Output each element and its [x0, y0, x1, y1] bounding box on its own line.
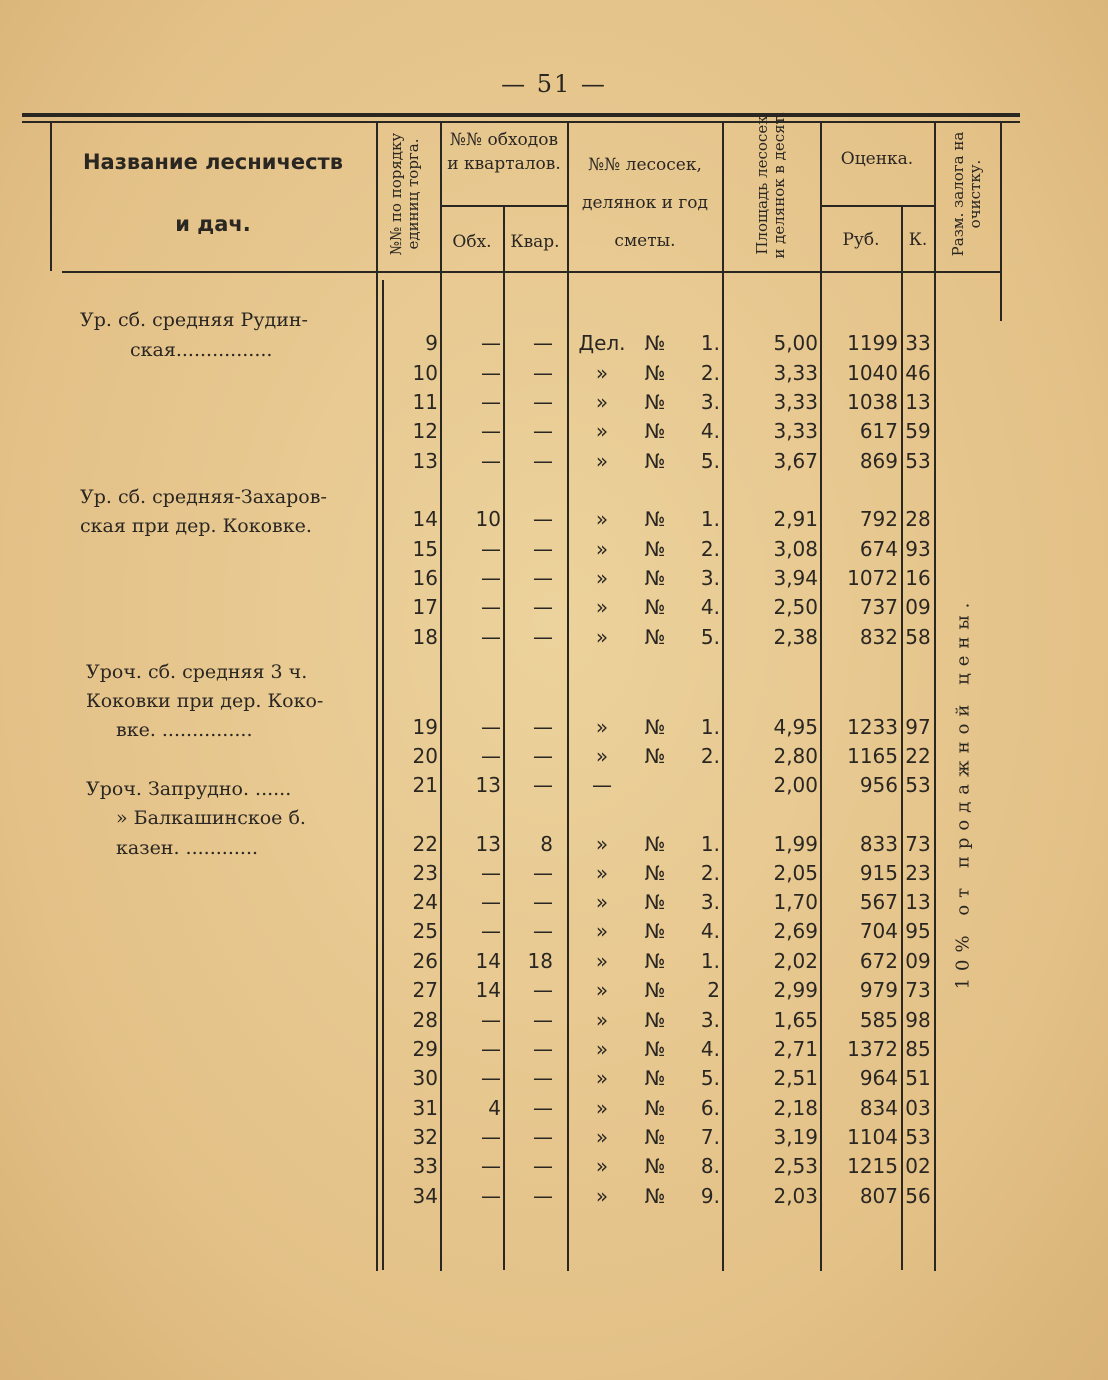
header-sub-rule: [820, 205, 934, 207]
cell-area: 2,69: [773, 919, 818, 943]
cell-num: 2.: [700, 361, 720, 385]
cell-n: 13: [412, 449, 438, 473]
header-bottom-rule: [62, 271, 1000, 273]
cell-n: 34: [412, 1184, 438, 1208]
cell-n: 29: [412, 1037, 438, 1061]
cell-area: 3,08: [773, 537, 818, 561]
cell-kop: 59: [905, 419, 931, 443]
cell-obh: —: [481, 566, 501, 590]
cell-area: 3,33: [773, 361, 818, 385]
cell-kvar: —: [533, 507, 553, 531]
col-line: [567, 121, 569, 1271]
cell-num: 5.: [700, 449, 720, 473]
cell-kvar: —: [533, 890, 553, 914]
cell-kop: 58: [905, 625, 931, 649]
cell-area: 3,94: [773, 566, 818, 590]
side-note-deposit: 10% от продажной цены.: [952, 595, 974, 990]
cell-num: 4.: [700, 419, 720, 443]
cell-kop: 98: [905, 1008, 931, 1032]
cell-sign: №: [644, 625, 666, 649]
cell-kop: 95: [905, 919, 931, 943]
cell-n: 12: [412, 419, 438, 443]
cell-kvar: —: [533, 390, 553, 414]
cell-kop: 13: [905, 890, 931, 914]
page-number: — 51 —: [501, 70, 607, 98]
col-line: [440, 121, 442, 1271]
cell-num: 9.: [700, 1184, 720, 1208]
cell-num: 3.: [700, 890, 720, 914]
cell-area: 3,33: [773, 419, 818, 443]
cell-area: 2,50: [773, 595, 818, 619]
cell-kop: 53: [905, 1125, 931, 1149]
cell-type: »: [595, 1066, 609, 1090]
cell-type: »: [595, 890, 609, 914]
cell-sign: №: [644, 978, 666, 1002]
cell-sign: №: [644, 449, 666, 473]
cell-num: 2: [707, 978, 720, 1002]
cell-n: 26: [412, 949, 438, 973]
cell-area: 2,80: [773, 744, 818, 768]
cell-rub: 956: [859, 773, 898, 797]
cell-area: 2,53: [773, 1154, 818, 1178]
cell-type: »: [595, 625, 609, 649]
cell-kvar: —: [533, 449, 553, 473]
cell-kop: 46: [905, 361, 931, 385]
cell-n: 17: [412, 595, 438, 619]
cell-type: »: [595, 715, 609, 739]
cell-rub: 834: [859, 1096, 898, 1120]
cell-num: 1.: [700, 715, 720, 739]
group-5-line1: » Балкашинское б.: [116, 807, 306, 829]
cell-obh: 13: [475, 832, 501, 856]
cell-obh: —: [481, 744, 501, 768]
header-kop: К.: [908, 230, 928, 250]
cell-rub: 567: [859, 890, 898, 914]
cell-type: »: [595, 1184, 609, 1208]
cell-area: 2,00: [773, 773, 818, 797]
cell-obh: —: [481, 861, 501, 885]
cell-obh: —: [481, 625, 501, 649]
cell-kop: 28: [905, 507, 931, 531]
col-line: [934, 121, 936, 1271]
cell-kop: 53: [905, 773, 931, 797]
cell-sign: №: [644, 1184, 666, 1208]
cell-type: »: [595, 978, 609, 1002]
cell-n: 28: [412, 1008, 438, 1032]
cell-sign: №: [644, 1037, 666, 1061]
cell-obh: —: [481, 1008, 501, 1032]
cell-sign: №: [644, 331, 666, 355]
cell-kvar: —: [533, 1154, 553, 1178]
cell-kop: 16: [905, 566, 931, 590]
cell-rub: 704: [859, 919, 898, 943]
cell-num: 4.: [700, 595, 720, 619]
cell-kvar: —: [533, 715, 553, 739]
cell-n: 19: [412, 715, 438, 739]
cell-type: »: [595, 744, 609, 768]
cell-kvar: —: [533, 1184, 553, 1208]
cell-obh: —: [481, 1037, 501, 1061]
cell-obh: —: [481, 715, 501, 739]
cell-type: »: [595, 507, 609, 531]
cell-area: 2,38: [773, 625, 818, 649]
cell-num: 2.: [700, 744, 720, 768]
cell-kvar: —: [533, 625, 553, 649]
cell-kop: 09: [905, 949, 931, 973]
cell-sign: №: [644, 1096, 666, 1120]
cell-area: 2,05: [773, 861, 818, 885]
cell-type: »: [595, 919, 609, 943]
cell-obh: 10: [475, 507, 501, 531]
cell-area: 5,00: [773, 331, 818, 355]
cell-n: 20: [412, 744, 438, 768]
cell-kop: 73: [905, 832, 931, 856]
cell-n: 30: [412, 1066, 438, 1090]
cell-kop: 73: [905, 978, 931, 1002]
cell-obh: —: [481, 449, 501, 473]
cell-type: »: [595, 832, 609, 856]
cell-num: 2.: [700, 537, 720, 561]
cell-obh: 14: [475, 978, 501, 1002]
cell-kop: 97: [905, 715, 931, 739]
cell-rub: 833: [859, 832, 898, 856]
cell-area: 3,67: [773, 449, 818, 473]
group-3-line1: Уроч. сб. средняя 3 ч.: [86, 661, 308, 683]
cell-obh: 13: [475, 773, 501, 797]
cell-type: »: [595, 1154, 609, 1178]
cell-sign: №: [644, 507, 666, 531]
cell-n: 21: [412, 773, 438, 797]
cell-kop: 09: [905, 595, 931, 619]
cell-n: 9: [425, 331, 438, 355]
cell-kvar: —: [533, 861, 553, 885]
cell-n: 25: [412, 919, 438, 943]
cell-sign: №: [644, 1066, 666, 1090]
cell-rub: 672: [859, 949, 898, 973]
cell-area: 2,18: [773, 1096, 818, 1120]
cell-obh: —: [481, 390, 501, 414]
group-2-line2: ская при дер. Коковке.: [80, 515, 312, 537]
cell-rub: 1104: [847, 1125, 898, 1149]
cell-obh: 14: [475, 949, 501, 973]
cell-n: 32: [412, 1125, 438, 1149]
cell-num: 1.: [700, 331, 720, 355]
cell-n: 23: [412, 861, 438, 885]
cell-obh: —: [481, 595, 501, 619]
cell-obh: 4: [488, 1096, 501, 1120]
table-left-border: [50, 121, 52, 271]
cell-kvar: —: [533, 1037, 553, 1061]
cell-obh: —: [481, 331, 501, 355]
cell-kvar: 18: [527, 949, 553, 973]
cell-type: »: [595, 1008, 609, 1032]
cell-rub: 585: [859, 1008, 898, 1032]
cell-obh: —: [481, 537, 501, 561]
cell-rub: 737: [859, 595, 898, 619]
cell-kop: 51: [905, 1066, 931, 1090]
cell-sign: №: [644, 861, 666, 885]
cell-num: 2.: [700, 861, 720, 885]
cell-kvar: —: [533, 331, 553, 355]
cell-area: 4,95: [773, 715, 818, 739]
cell-sign: №: [644, 1125, 666, 1149]
cell-sign: №: [644, 890, 666, 914]
header-lesosek: №№ лесосек, делянок и год сметы.: [582, 155, 708, 251]
header-rub: Руб.: [842, 230, 880, 250]
cell-type: »: [595, 419, 609, 443]
header-ocenka: Оценка.: [840, 149, 914, 169]
cell-n: 14: [412, 507, 438, 531]
cell-obh: —: [481, 1184, 501, 1208]
group-1-line2: ская................: [130, 339, 273, 361]
cell-area: 2,99: [773, 978, 818, 1002]
cell-type: —: [592, 773, 612, 797]
cell-kvar: —: [533, 1125, 553, 1149]
cell-rub: 979: [859, 978, 898, 1002]
cell-num: 1.: [700, 507, 720, 531]
cell-rub: 1215: [847, 1154, 898, 1178]
cell-rub: 915: [859, 861, 898, 885]
cell-n: 27: [412, 978, 438, 1002]
cell-num: 7.: [700, 1125, 720, 1149]
col-line: [1000, 121, 1002, 321]
cell-kop: 93: [905, 537, 931, 561]
cell-kvar: —: [533, 566, 553, 590]
cell-type: »: [595, 566, 609, 590]
cell-num: 3.: [700, 566, 720, 590]
cell-sign: №: [644, 566, 666, 590]
cell-rub: 869: [859, 449, 898, 473]
cell-sign: №: [644, 361, 666, 385]
cell-n: 16: [412, 566, 438, 590]
header-obh: Обх.: [452, 232, 492, 252]
cell-n: 31: [412, 1096, 438, 1120]
cell-n: 33: [412, 1154, 438, 1178]
cell-type: »: [595, 1037, 609, 1061]
cell-rub: 1165: [847, 744, 898, 768]
cell-kvar: —: [533, 361, 553, 385]
cell-area: 1,70: [773, 890, 818, 914]
cell-type: »: [595, 949, 609, 973]
group-5-line2: казен. ............: [116, 837, 259, 859]
cell-obh: —: [481, 1125, 501, 1149]
cell-type: »: [595, 361, 609, 385]
cell-area: 3,33: [773, 390, 818, 414]
cell-rub: 1199: [847, 331, 898, 355]
cell-rub: 1233: [847, 715, 898, 739]
cell-num: 6.: [700, 1096, 720, 1120]
cell-num: 5.: [700, 1066, 720, 1090]
cell-kvar: —: [533, 537, 553, 561]
cell-rub: 832: [859, 625, 898, 649]
cell-n: 10: [412, 361, 438, 385]
header-zalog: Разм. залога на очистку.: [949, 131, 984, 257]
cell-type: »: [595, 537, 609, 561]
cell-num: 1.: [700, 832, 720, 856]
cell-kvar: —: [533, 744, 553, 768]
cell-rub: 617: [859, 419, 898, 443]
cell-rub: 964: [859, 1066, 898, 1090]
cell-sign: №: [644, 832, 666, 856]
cell-kop: 13: [905, 390, 931, 414]
header-name-line1: Название лесничеств: [82, 150, 344, 174]
cell-area: 2,71: [773, 1037, 818, 1061]
cell-kop: 53: [905, 449, 931, 473]
cell-sign: №: [644, 744, 666, 768]
cell-type: »: [595, 390, 609, 414]
cell-kvar: —: [533, 1096, 553, 1120]
cell-num: 3.: [700, 390, 720, 414]
cell-type: »: [595, 595, 609, 619]
cell-obh: —: [481, 419, 501, 443]
cell-obh: —: [481, 1066, 501, 1090]
cell-type: »: [595, 861, 609, 885]
cell-area: 2,03: [773, 1184, 818, 1208]
cell-kvar: 8: [540, 832, 553, 856]
group-2-line1: Ур. сб. средняя-Захаров-: [80, 486, 327, 508]
cell-kop: 56: [905, 1184, 931, 1208]
cell-rub: 674: [859, 537, 898, 561]
cell-n: 15: [412, 537, 438, 561]
cell-kop: 23: [905, 861, 931, 885]
cell-n: 24: [412, 890, 438, 914]
cell-area: 3,19: [773, 1125, 818, 1149]
cell-sign: №: [644, 537, 666, 561]
cell-kop: 03: [905, 1096, 931, 1120]
cell-num: 4.: [700, 919, 720, 943]
cell-obh: —: [481, 919, 501, 943]
cell-sign: №: [644, 390, 666, 414]
cell-kop: 85: [905, 1037, 931, 1061]
cell-rub: 1040: [847, 361, 898, 385]
cell-type: Дел.: [578, 331, 626, 355]
cell-rub: 792: [859, 507, 898, 531]
top-rule-thick: [22, 113, 1020, 117]
cell-kop: 02: [905, 1154, 931, 1178]
header-obh-group: №№ обходов и кварталов.: [447, 130, 561, 174]
cell-n: 11: [412, 390, 438, 414]
cell-num: 8.: [700, 1154, 720, 1178]
group-1-line1: Ур. сб. средняя Рудин-: [80, 309, 308, 331]
header-sub-rule: [440, 205, 567, 207]
cell-num: 4.: [700, 1037, 720, 1061]
cell-area: 2,91: [773, 507, 818, 531]
cell-sign: №: [644, 595, 666, 619]
cell-rub: 1372: [847, 1037, 898, 1061]
cell-kvar: —: [533, 978, 553, 1002]
top-rule-thin: [22, 121, 1020, 123]
cell-area: 2,02: [773, 949, 818, 973]
cell-kop: 33: [905, 331, 931, 355]
cell-sign: №: [644, 1008, 666, 1032]
cell-kvar: —: [533, 919, 553, 943]
cell-kvar: —: [533, 1008, 553, 1032]
group-4-line1: Уроч. Запрудно. ......: [86, 778, 292, 800]
cell-sign: №: [644, 919, 666, 943]
group-3-line3: вке. ...............: [116, 719, 253, 741]
cell-kvar: —: [533, 419, 553, 443]
cell-sign: №: [644, 1154, 666, 1178]
cell-area: 2,51: [773, 1066, 818, 1090]
cell-kvar: —: [533, 773, 553, 797]
cell-num: 5.: [700, 625, 720, 649]
cell-rub: 1072: [847, 566, 898, 590]
cell-sign: №: [644, 419, 666, 443]
cell-obh: —: [481, 890, 501, 914]
cell-type: »: [595, 1125, 609, 1149]
cell-num: 3.: [700, 1008, 720, 1032]
cell-sign: №: [644, 715, 666, 739]
cell-kvar: —: [533, 1066, 553, 1090]
header-order: №№ по порядку единиц торга.: [387, 132, 422, 256]
cell-n: 18: [412, 625, 438, 649]
cell-sign: №: [644, 949, 666, 973]
col-line: [376, 121, 378, 1271]
cell-n: 22: [412, 832, 438, 856]
header-kvar: Квар.: [510, 232, 560, 252]
cell-obh: —: [481, 361, 501, 385]
cell-rub: 1038: [847, 390, 898, 414]
cell-num: 1.: [700, 949, 720, 973]
group-3-line2: Коковки при дер. Коко-: [86, 690, 324, 712]
cell-type: »: [595, 1096, 609, 1120]
cell-obh: —: [481, 1154, 501, 1178]
cell-type: »: [595, 449, 609, 473]
cell-kop: 22: [905, 744, 931, 768]
cell-area: 1,99: [773, 832, 818, 856]
cell-kvar: —: [533, 595, 553, 619]
header-name-line2: и дач.: [175, 212, 251, 236]
cell-area: 1,65: [773, 1008, 818, 1032]
cell-rub: 807: [859, 1184, 898, 1208]
header-area: Площадь лесосек и делянок в десят.: [753, 111, 788, 259]
